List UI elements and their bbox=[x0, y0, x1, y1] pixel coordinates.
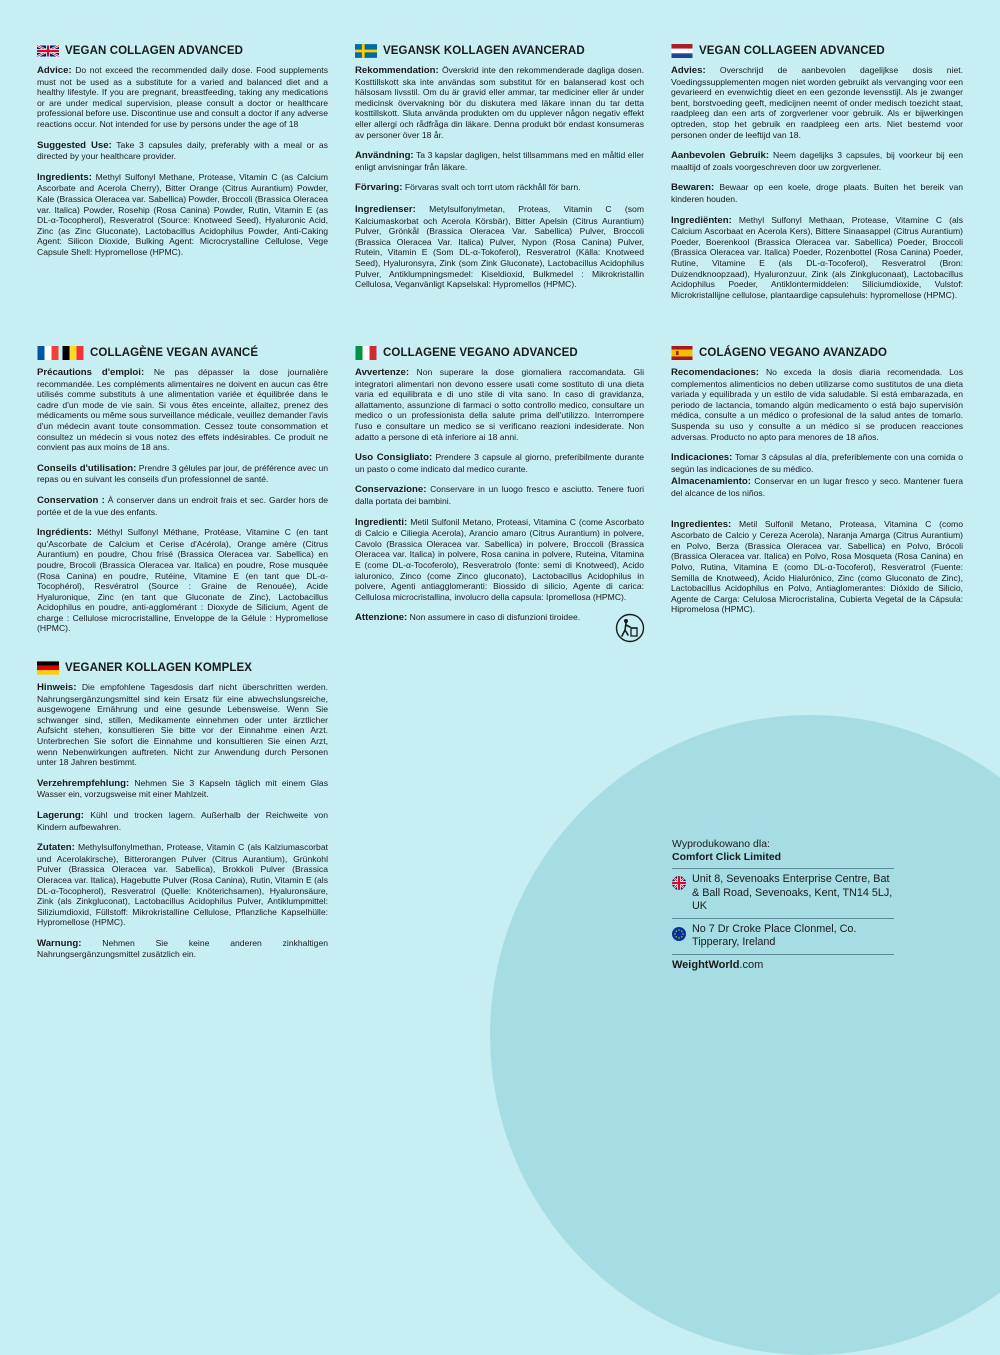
section-dutch-heading bbox=[671, 44, 963, 58]
brand-name: WeightWorld bbox=[672, 958, 740, 971]
uk-flag-icon bbox=[37, 44, 59, 58]
section-italian bbox=[355, 346, 644, 634]
avvertenze-text: Non superare la dose giornaliera raccomandata. Gli integratori alimentari non devono essere usati come sostituto di una dieta varia ed equilibrata e di uno stile di vita sano. In caso di gravidanza, allattamento, assunzione di farmaci o sotto controllo medico, consultare un medico o un professionista della salute prima dell'utilizzo. Interrompere l'uso e consultare un medico se si verificano reazioni indesiderate. Non adatto a persone di età inferiore ai 18 anni. bbox=[355, 367, 644, 442]
almacenamiento-text: Conservar en un lugar fresco y seco. Mantener fuera del alcance de los niños. bbox=[671, 476, 963, 498]
precautions-paragraph bbox=[37, 367, 328, 453]
conservation-paragraph bbox=[37, 495, 328, 517]
section-english-heading bbox=[37, 44, 328, 58]
bewaren-paragraph bbox=[671, 182, 963, 204]
advice-text: Do not exceed the recommended daily dose. Food supplements must not be used as a substitute for a varied and balanced diet and a healthy lifestyle. If you are pregnant, breastfeeding, taking any medications or are under medical supervision, please consult a doctor or healthcare professional before use. Discontinue use and consult a doctor if any adverse reactions occur. Not intended for use by persons under the age of 18 bbox=[37, 65, 328, 129]
ingredienten-label: Ingrediënten: bbox=[671, 214, 732, 226]
uk-flag-icon bbox=[672, 876, 686, 890]
advies-text: Overschrijd de aanbevolen dagelijkse dosis niet. Voedingssupplementen mogen niet worden gebruikt als vervanging voor een gevarieerd en evenwichtig dieet en een gezonde levensstijl. Als je zwanger bent, borstvoeding geeft, medicijnen neemt of onder medisch toezicht staat, raadpleeg dan een arts of zorgverlener voor gebruik. Als er bijwerkingen optreden, stop het gebruik en raadpleeg een arts. Niet bestemd voor personen onder de leeftijd van 18. bbox=[671, 65, 963, 140]
company-name: Comfort Click Limited bbox=[672, 851, 782, 863]
attenzione-text: Non assumere in caso di disfunzioni tiroidee. bbox=[407, 612, 581, 623]
suggested-use-label: Suggested Use: bbox=[37, 139, 112, 151]
zutaten-paragraph bbox=[37, 842, 328, 928]
forvaring-paragraph bbox=[355, 182, 644, 194]
recycle-person-icon bbox=[615, 613, 645, 643]
section-german-heading bbox=[37, 661, 328, 675]
italy-flag-icon bbox=[355, 346, 377, 360]
section-french bbox=[37, 346, 328, 644]
anvandning-paragraph bbox=[355, 150, 644, 172]
conseils-text: Prendre 3 gélules par jour, de préférence avec un repas ou en suivant les conseils d'un professionnel de santé. bbox=[37, 462, 329, 485]
section-english-title: VEGAN COLLAGEN ADVANCED bbox=[65, 45, 244, 57]
bewaren-label: Bewaren: bbox=[671, 182, 715, 194]
ingredients-fr-text: Méthyl Sulfonyl Méthane, Protéase, Vitamine C (en tant qu'Ascorbate de Calcium et Cerise d'Acérola), Orange amère (Citrus Aurantium) en poudre, Chou frisé (Brassica Oleracea var. Sabellica) en poudre, Brocoli (Brassica Oleracea var. Italica) en poudre, Rose musquée (Rosa Canina) en poudre, Rutéine, Vitamine E (en tant que DL-α-Tocophérol), Resvératrol (Source : Graine de Renouée), Acide Hyaluronique, Zinc (en tant que Gluconate de Zinc), Lactobacillus Acidophilus en poudre, anti-agglomérant : Dioxyde de Silicium, Agent de charge : Cellulose microcristalline, Enveloppe de la Gélule : Hypromellose (HPMC). bbox=[37, 527, 328, 634]
sweden-flag-icon bbox=[355, 44, 377, 58]
indicaciones-label: Indicaciones: bbox=[671, 452, 733, 464]
section-swedish-heading bbox=[355, 44, 644, 58]
avvertenze-paragraph bbox=[355, 367, 644, 442]
section-german bbox=[37, 661, 328, 970]
rekommendation-label: Rekommendation: bbox=[355, 65, 439, 76]
conservation-text: À conserver dans un endroit frais et sec. Garder hors de portée et de la vue des enfants. bbox=[37, 494, 328, 517]
uso-consigliato-label: Uso Consigliato: bbox=[355, 452, 433, 464]
hinweis-text: Die empfohlene Tagesdosis darf nicht überschritten werden. Nahrungsergänzungsmittel sind kein Ersatz für eine abwechslungsreiche, ausgewogene Ernährung und eine gesunde Lebensweise. Wenn Sie schwanger sind, stillen, Medikamente einnehmen oder unter ärztlicher Aufsicht stehen, konsultieren Sie bitte vor der Einnahme einen Arzt. Unterbrechen Sie sofort die Einnahme und konsultieren Sie einen Arzt, wenn Nebenwirkungen auftreten. Nicht zur Anwendung durch Personen unter 18 Jahren bestimmt. bbox=[37, 682, 328, 768]
indicaciones-text: Tomar 3 cápsulas al día, preferiblemente con una comida o según las indicaciones de su médico. bbox=[671, 452, 963, 474]
ingredientes-text: Metil Sulfonil Metano, Proteasa, Vitamina C (como Ascorbato de Calcio y Cereza Acerola), Naranja Amarga (Citrus Aurantium) en Polvo, Berza (Brassica Oleracea var. Sabellica) en Polvo, Brócoli (Brassica Oleracea var. Italica) en Polvo, Rosa Mosqueta (Rosa Canina) en Polvo, Rutina, Vitamina E (como DL-α-Tocoferol), Resveratrol (Fuente: Semilla de Knotweed), Ácido Hialurónico, Zinc (como Gluconato de Zinc), Lactobacillus Acidophilus en Polvo, Antiaglomerantes: Dióxido de Silicio, Agente de Carga: Celulosa Microcristalina, Cubierta Vegetal de la Cápsula: Hipromelosa (HPMC). bbox=[671, 518, 963, 615]
forvaring-text: Förvaras svalt och torrt utom räckhåll för barn. bbox=[402, 182, 581, 193]
zutaten-label: Zutaten: bbox=[37, 842, 75, 854]
advice-label: Advice: bbox=[37, 65, 72, 76]
almacenamiento-label: Almacenamiento: bbox=[671, 476, 751, 488]
precautions-text: Ne pas dépasser la dose journalière recommandée. Les compléments alimentaires ne doivent en aucun cas être utilisés comme substituts à une alimentation variée et équilibrée dans le cadre d'un mode de vie sain. Si vous êtes enceinte, allaitez, prenez des médicaments ou même sous surveillance médicale, veuillez demander l'avis d'un médecin avant toute consommation. Cessez toute consommation et consultez un médecin si vous notez des effets indésirables. Ce produit ne convient pas aux moins de 18 ans. bbox=[37, 367, 328, 453]
ingredients-paragraph bbox=[37, 172, 328, 258]
warnung-label: Warnung: bbox=[37, 937, 82, 949]
verzehrempfehlung-paragraph bbox=[37, 778, 328, 800]
lagerung-text: Kühl und trocken lagern. Außerhalb der Reichweite von Kindern aufbewahren. bbox=[37, 809, 328, 832]
ingredients-fr-paragraph bbox=[37, 527, 328, 634]
decorative-circle bbox=[490, 715, 1000, 1355]
hinweis-label: Hinweis: bbox=[37, 682, 77, 693]
ingredientes-paragraph bbox=[671, 519, 963, 615]
ingredienser-paragraph bbox=[355, 204, 644, 290]
ingredients-label: Ingredients: bbox=[37, 171, 92, 183]
lagerung-paragraph bbox=[37, 810, 328, 832]
ingredienti-label: Ingredienti: bbox=[355, 516, 408, 528]
conservazione-paragraph bbox=[355, 484, 644, 506]
rekommendation-text: Överskrid inte den rekommenderade dagliga dosen. Kosttillskott ska inte användas som substitut för en balanserad kost och hälsosam livsstil. Om du är gravid eller ammar, tar mediciner eller är under medicinsk övervakning bör du diskutera med läkare innan du tar detta kosttillskott. Sluta använda produkten om du upplever någon negativ effekt eller allergi och rådfråga din läkare. Denna produkt bör endast konsumeras av personer över 18 år. bbox=[355, 65, 644, 140]
conservazione-label: Conservazione: bbox=[355, 484, 427, 496]
anvandning-text: Ta 3 kapslar dagligen, helst tillsammans med en måltid eller enligt anvisningar från läkare. bbox=[355, 150, 644, 172]
almacenamiento-paragraph bbox=[671, 476, 963, 498]
conseils-label: Conseils d'utilisation: bbox=[37, 462, 137, 474]
eu-address: No 7 Dr Croke Place Clonmel, Co. Tipperary, Ireland bbox=[692, 922, 857, 949]
ingredienten-paragraph bbox=[671, 215, 963, 301]
ingredienti-text: Metil Sulfonil Metano, Proteasi, Vitamina C (come Ascorbato di Calcio e Ciliegia Acerola), Arancio amaro (Citrus Aurantium) in polvere, Cavolo (Brassica Oleracea var. Sabellica) in polvere, Broccoli (Brassica Oleracea var. Italica) in polvere, Rosa canina in polvere, Ruteina, Vitamina E (come DL-α-Tocoferolo), Resveratrolo (fonte: semi di Knotweed), Acido ialuronico, Zinco (come Zinco gluconato), Lactobacillus Acidophilus in polvere, Agenti antiagglomeranti: Biossido di silicio, Agente di carica: Cellulosa microcristallina, involucro della capsula: Ipromellosa (HPMC). bbox=[355, 516, 644, 602]
rekommendation-paragraph bbox=[355, 65, 644, 140]
ingredienti-paragraph bbox=[355, 517, 644, 603]
ingredienten-text: Methyl Sulfonyl Methaan, Protease, Vitamine C (als Calcium Ascorbaat en Acerola Kers), Bittere Sinaasappel (Citrus Aurantium) Poeder, Boerenkool (Brassica Oleracea var. Sabellica) Poeder, Broccoli (Brassica Oleracea var. Italica) Poeder, Rozenbottel (Rosa Canina) Poeder, Rutine, Vitamine E (als DL-α-Tocoferol), Resveratrol (Bron: Duizendknoopzaad), Hyaluronzuur, Zink (als Zinkgluconaat), Lactobacillus Acidophilus Poeder, Antiklontermiddelen: Siliciumdioxide, Vulstof: Microkristallijne cellulose, plantaardige capsulehuls: hypromellose (HPMC). bbox=[671, 214, 963, 300]
suggested-use-text: Take 3 capsules daily, preferably with a meal or as directed by your healthcare provider. bbox=[37, 139, 328, 162]
uso-consigliato-paragraph bbox=[355, 452, 644, 474]
conseils-paragraph bbox=[37, 463, 328, 485]
anvandning-label: Användning: bbox=[355, 150, 414, 162]
ingredienser-label: Ingredienser: bbox=[355, 203, 416, 215]
section-spanish-title: COLÁGENO VEGANO AVANZADO bbox=[699, 347, 888, 359]
uk-address-row bbox=[672, 873, 894, 914]
indicaciones-paragraph bbox=[671, 452, 963, 474]
conservazione-text: Conservare in un luogo fresco e asciutto. Tenere fuori dalla portata dei bambini. bbox=[355, 484, 644, 506]
france-flag-icon bbox=[37, 346, 59, 360]
verzehrempfehlung-label: Verzehrempfehlung: bbox=[37, 777, 130, 789]
section-italian-title: COLLAGENE VEGANO ADVANCED bbox=[383, 347, 578, 359]
belgium-flag-icon bbox=[62, 346, 84, 360]
section-french-heading bbox=[37, 346, 328, 360]
recomendaciones-label: Recomendaciones: bbox=[671, 367, 759, 378]
bewaren-text: Bewaar op een koele, droge plaats. Buiten het bereik van kinderen houden. bbox=[671, 182, 963, 204]
divider bbox=[672, 954, 894, 955]
section-french-title: COLLAGÈNE VEGAN AVANCÉ bbox=[90, 347, 259, 359]
uk-address: Unit 8, Sevenoaks Enterprise Centre, Bat & Ball Road, Sevenoaks, Kent, TN14 5LJ, UK bbox=[692, 873, 893, 913]
hinweis-paragraph bbox=[37, 682, 328, 768]
ingredientes-label: Ingredientes: bbox=[671, 518, 732, 530]
aanbevolen-gebruik-paragraph bbox=[671, 150, 963, 172]
ingredients-fr-label: Ingrédients: bbox=[37, 527, 92, 539]
section-english bbox=[37, 44, 328, 268]
verzehrempfehlung-text: Nehmen Sie 3 Kapseln täglich mit einem Glas Wasser ein, vorzugsweise mit einer Mahlzeit. bbox=[37, 777, 328, 800]
uso-consigliato-text: Prendere 3 capsule al giorno, preferibilmente durante un pasto o come indicato dal medico curante. bbox=[355, 452, 644, 474]
ingredienser-text: Metylsulfonylmetan, Proteas, Vitamin C (som Kalciumaskorbat och Acerola Körsbär), Bitter Apelsin (Citrus Aurantium) Pulver, Grönkål (Brassica Oleracea Var. Sabellica) Pulver, Broccoli (Brassica Oleracea Var. Italica) Pulver, Nypon (Rosa Canina) Pulver, Rutein, Vitamin E (Som DL-α-Tokoferol), Resveratrol (Källa: Knotweed Seed), Hyaluronsyra, Zink (som Zink Gluconate), Lactobacillus Acidophilus Pulver, Antiklumpningsmedel: Kiseldioxid, Bulkmedel : Mikrokristallin Cellulosa, Veganvänligt Kapselskal: Hypromellos (HPMC). bbox=[355, 203, 644, 290]
advies-label: Advies: bbox=[671, 65, 706, 76]
eu-flag-icon bbox=[672, 927, 686, 941]
recomendaciones-text: No exceda la dosis diaria recomendada. Los complementos alimenticios no deben utilizarse como sustitutos de una dieta variada y equilibrada y un estilo de vida saludable. Si está embarazada, en periodo de lactancia, tomando algún medicamento o está bajo supervisión médica, consulte a un médico o profesional de la salud antes de tomarlo. Suspenda su uso y consulte a un médico si se producen reacciones adversas. Producto no apto para menores de 18 años. bbox=[671, 367, 963, 442]
section-swedish-title: VEGANSK KOLLAGEN AVANCERAD bbox=[383, 45, 585, 57]
section-spanish bbox=[671, 346, 963, 625]
section-swedish bbox=[355, 44, 644, 300]
zutaten-text: Methylsulfonylmethan, Protease, Vitamin C (als Kalziumascorbat und Acerolakirsche), Bitterorangen Pulver (Citrus Aurantium), Grünkohl Pulver (Brassica Oleracea var. Sabellica), Brokkoli Pulver (Brassica Oleracea var. Italica), Hagebutte Pulver (Rosa Canina), Rutin, Vitamin E (als DL-α-Tocopherol), Resveratrol (Quelle: Knöterichsamen), Hyaluronsäure, Zink (als Zinkgluconat), Lactobacillus Acidophilus Pulver, Antiklumpmittel: Siliziumdioxid, Füllstoff: Mikrokristalline Cellulose, Pflanzliche Kapselhülle: Hypromellose (HPMC). bbox=[37, 842, 328, 928]
aanbevolen-gebruik-label: Aanbevolen Gebruik: bbox=[671, 150, 770, 162]
spain-flag-icon bbox=[671, 346, 693, 360]
brand-website bbox=[672, 959, 894, 972]
conservation-label: Conservation : bbox=[37, 494, 105, 506]
section-dutch bbox=[671, 44, 963, 310]
section-dutch-title: VEGAN COLLAGEEN ADVANCED bbox=[699, 45, 885, 57]
lagerung-label: Lagerung: bbox=[37, 809, 84, 821]
made-for-label: Wyprodukowano dla: bbox=[672, 838, 770, 850]
section-italian-heading bbox=[355, 346, 644, 360]
section-german-title: VEGANER KOLLAGEN KOMPLEX bbox=[65, 662, 253, 674]
netherlands-flag-icon bbox=[671, 44, 693, 58]
forvaring-label: Förvaring: bbox=[355, 182, 403, 194]
eu-address-row bbox=[672, 923, 894, 950]
warnung-text: Nehmen Sie keine anderen zinkhaltigen Nahrungsergänzungsmittel zusätzlich ein. bbox=[37, 937, 328, 960]
suggested-use-paragraph bbox=[37, 140, 328, 162]
precautions-label: Précautions d'emploi: bbox=[37, 367, 145, 378]
section-spanish-heading bbox=[671, 346, 963, 360]
germany-flag-icon bbox=[37, 661, 59, 675]
brand-domain: .com bbox=[739, 958, 764, 971]
attenzione-label: Attenzione: bbox=[355, 612, 408, 624]
avvertenze-label: Avvertenze: bbox=[355, 367, 410, 378]
advies-paragraph bbox=[671, 65, 963, 140]
advice-paragraph bbox=[37, 65, 328, 130]
divider bbox=[672, 918, 894, 919]
manufacturer-block bbox=[672, 838, 894, 972]
aanbevolen-gebruik-text: Neem dagelijks 3 capsules, bij voorkeur bij een maaltijd of zoals voorgeschreven door uw zorgverlener. bbox=[671, 150, 963, 172]
warnung-paragraph bbox=[37, 938, 328, 960]
ingredients-text: Methyl Sulfonyl Methane, Protease, Vitamin C (as Calcium Ascorbate and Acerola Cherry), Bitter Orange (Citrus Aurantium) Powder, Kale (Brassica Oleracea var. Sabellica) Powder, Broccoli (Brassica Oleracea var. Italica) Powder, Rosehip (Rosa Canina) Powder, Rutin, Vitamin E (as DL-α-Tocopherol), Resveratrol (Source: Knotweed Seed), Hyaluronic Acid, Zinc (as Zinc Gluconate), Lactobacillus Acidophilus Powder, Anti-Caking Agent: Silicon Dioxide, Bulking Agent: Microcrystalline Cellulose, Vege Capsule Shell: Hypromellose (HPMC). bbox=[37, 171, 328, 257]
attenzione-paragraph bbox=[355, 612, 595, 624]
recomendaciones-paragraph bbox=[671, 367, 963, 442]
divider bbox=[672, 868, 894, 869]
